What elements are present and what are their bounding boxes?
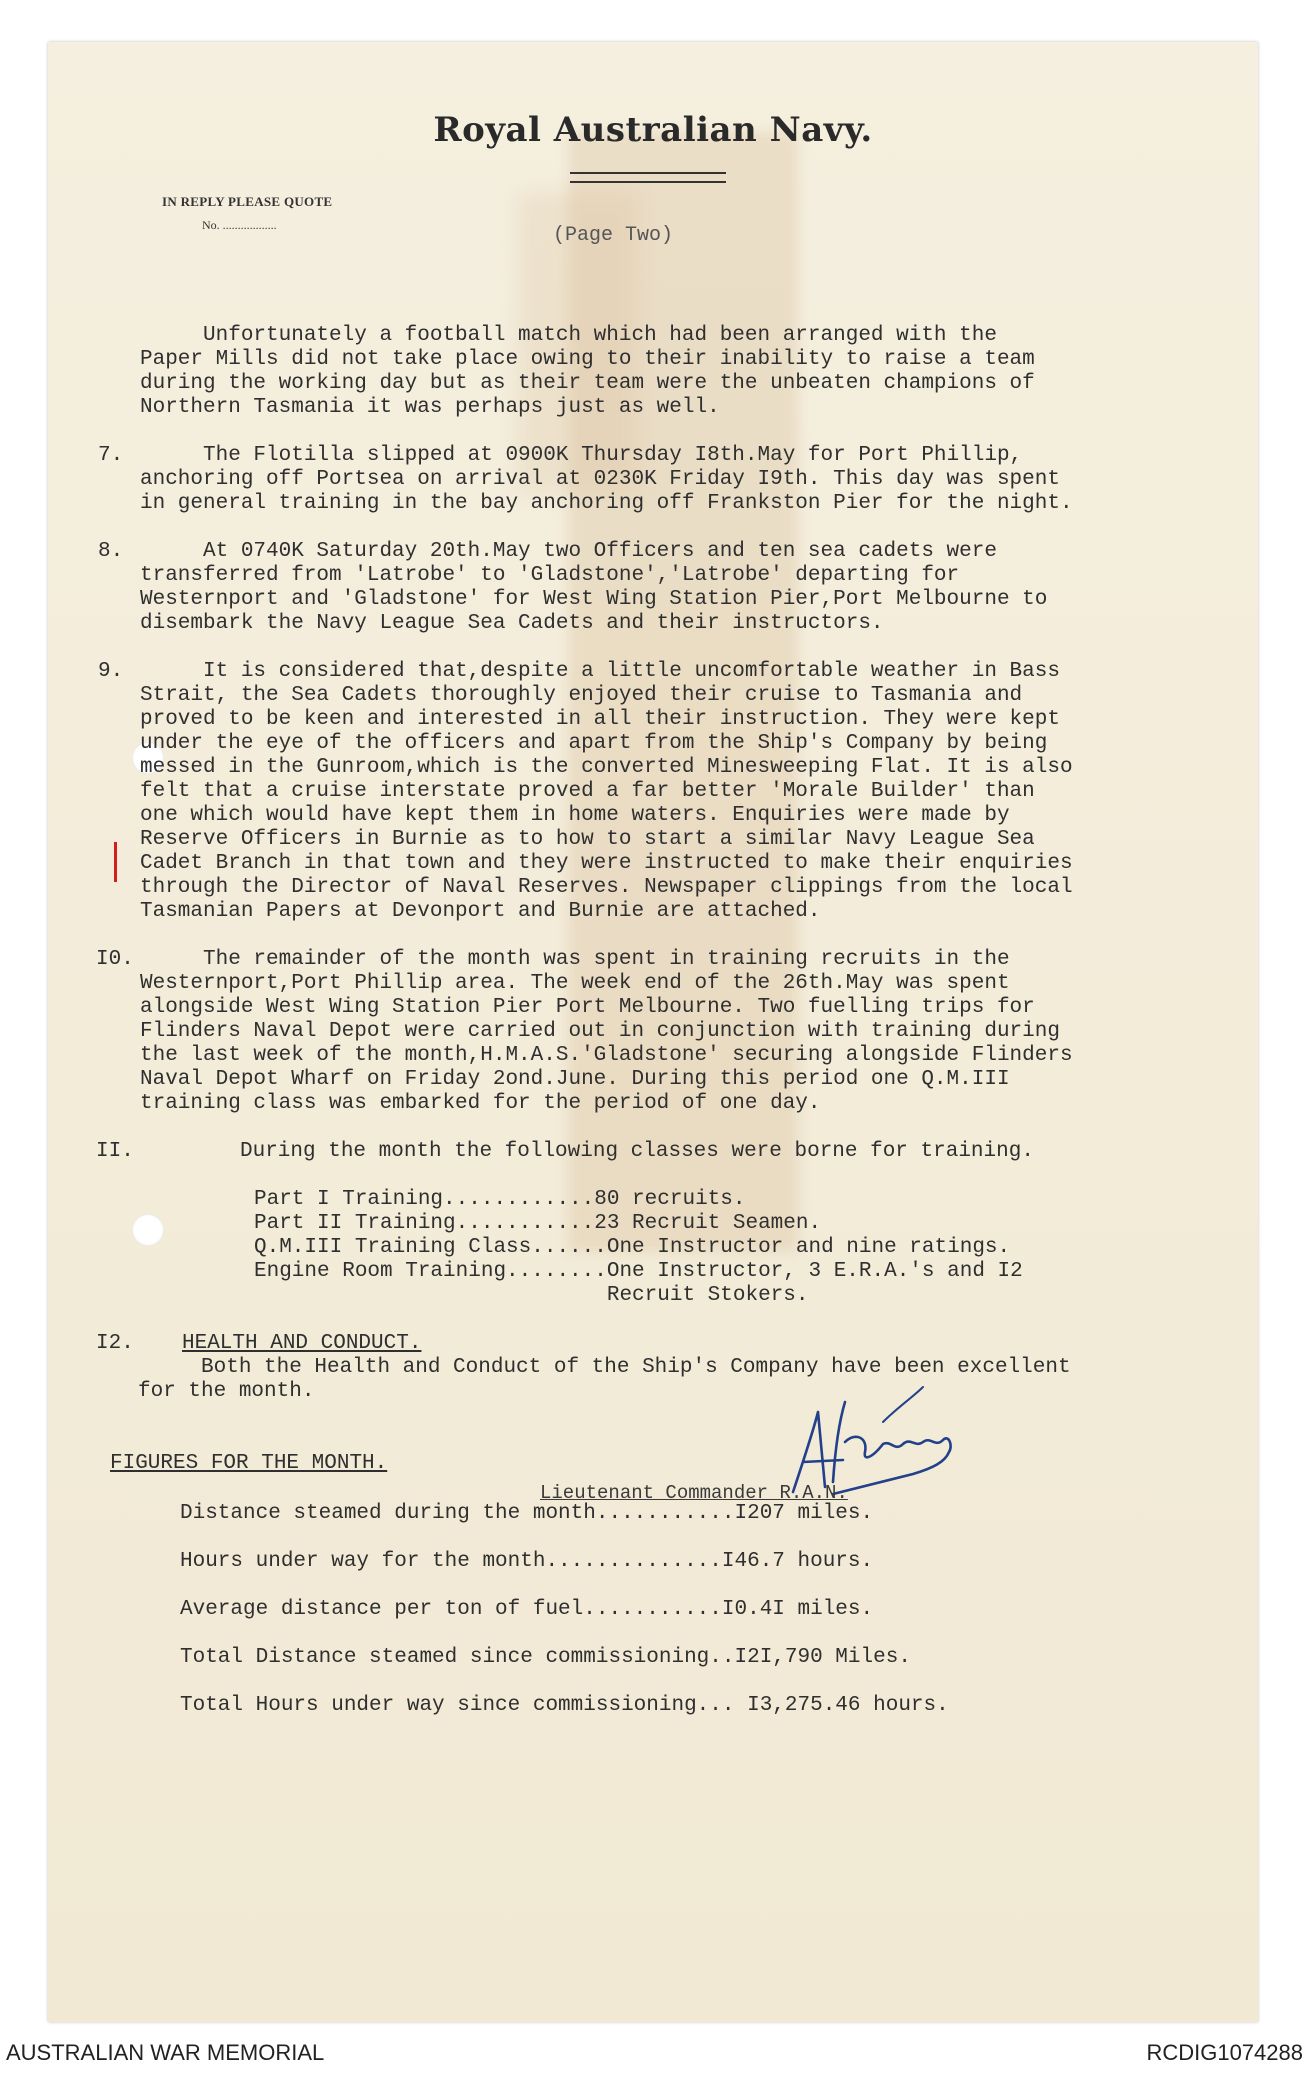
text-line: training class was embarked for the period of one day. bbox=[140, 1092, 821, 1115]
training-row: Recruit Stokers. bbox=[254, 1284, 809, 1307]
training-row: Q.M.III Training Class......One Instructor and nine ratings. bbox=[254, 1236, 1011, 1259]
figures-heading: FIGURES FOR THE MONTH. bbox=[110, 1452, 388, 1475]
document-sheet bbox=[48, 42, 1258, 2022]
reply-quote-label: IN REPLY PLEASE QUOTE bbox=[162, 194, 333, 209]
text-line: Strait, the Sea Cadets thoroughly enjoyed their cruise to Tasmania and bbox=[140, 684, 1023, 707]
figures-row: Total Hours under way since commissioning... I3,275.46 hours. bbox=[180, 1694, 949, 1717]
text-line: for the month. bbox=[138, 1380, 315, 1403]
text-line: transferred from 'Latrobe' to 'Gladstone','Latrobe' departing for bbox=[140, 564, 960, 587]
figures-row: Average distance per ton of fuel...........I0.4I miles. bbox=[180, 1598, 874, 1621]
letterhead-title: Royal Australian Navy. bbox=[433, 110, 873, 150]
text-line: Cadet Branch in that town and they were instructed to make their enquiries bbox=[140, 852, 1073, 875]
health-heading: HEALTH AND CONDUCT. bbox=[182, 1332, 422, 1355]
training-row: Engine Room Training........One Instructor, 3 E.R.A.'s and I2 bbox=[254, 1260, 1023, 1283]
text-line: Westernport and 'Gladstone' for West Wing Station Pier,Port Melbourne to bbox=[140, 588, 1048, 611]
text-line: disembark the Navy League Sea Cadets and their instructors. bbox=[140, 612, 884, 635]
text-line: messed in the Gunroom,which is the converted Minesweeping Flat. It is also bbox=[140, 756, 1073, 779]
text-line: through the Director of Naval Reserves. Newspaper clippings from the local bbox=[140, 876, 1073, 899]
text-line: Reserve Officers in Burnie as to how to start a similar Navy League Sea bbox=[140, 828, 1035, 851]
text-line: It is considered that,despite a little uncomfortable weather in Bass bbox=[140, 660, 1060, 683]
text-line: during the working day but as their team were the unbeaten champions of bbox=[140, 372, 1035, 395]
reference-number-field: No. .................. bbox=[202, 218, 277, 232]
text-line: under the eye of the officers and apart from the Ship's Company by being bbox=[140, 732, 1048, 755]
text-line: At 0740K Saturday 20th.May two Officers and ten sea cadets were bbox=[140, 540, 997, 563]
paragraph-number: 8. bbox=[98, 540, 124, 563]
red-margin-mark bbox=[114, 842, 117, 882]
training-row: Part I Training............80 recruits. bbox=[254, 1188, 746, 1211]
paragraph-number: I0. bbox=[96, 948, 134, 971]
training-row: Part II Training...........23 Recruit Seamen. bbox=[254, 1212, 822, 1235]
training-intro: During the month the following classes were borne for training. bbox=[240, 1140, 1034, 1163]
figures-row: Hours under way for the month..............I46.7 hours. bbox=[180, 1550, 874, 1573]
figures-row: Total Distance steamed since commissioning..I2I,790 Miles. bbox=[180, 1646, 911, 1669]
text-line: Westernport,Port Phillip area. The week end of the 26th.May was spent bbox=[140, 972, 1010, 995]
text-line: alongside West Wing Station Pier Port Melbourne. Two fuelling trips for bbox=[140, 996, 1035, 1019]
paragraph-number: I2. bbox=[96, 1332, 134, 1355]
paragraph-number: 7. bbox=[98, 444, 124, 467]
text-line: felt that a cruise interstate proved a far better 'Morale Builder' than bbox=[140, 780, 1035, 803]
text-line: Paper Mills did not take place owing to their inability to raise a team bbox=[140, 348, 1035, 371]
footer-archive-name: AUSTRALIAN WAR MEMORIAL bbox=[6, 2040, 325, 2065]
text-line: The Flotilla slipped at 0900K Thursday I8th.May for Port Phillip, bbox=[140, 444, 1023, 467]
text-line: in general training in the bay anchoring off Frankston Pier for the night. bbox=[140, 492, 1073, 515]
figures-row: Distance steamed during the month...........I207 miles. bbox=[180, 1502, 874, 1525]
text-line: anchoring off Portsea on arrival at 0230K Friday I9th. This day was spent bbox=[140, 468, 1060, 491]
title-double-rule bbox=[570, 172, 726, 183]
footer-record-id: RCDIG1074288 bbox=[1146, 2040, 1303, 2065]
paragraph-number: II. bbox=[96, 1140, 134, 1163]
paragraph-number: 9. bbox=[98, 660, 124, 683]
text-line: proved to be keen and interested in all their instruction. They were kept bbox=[140, 708, 1060, 731]
text-line: Naval Depot Wharf on Friday 2ond.June. During this period one Q.M.III bbox=[140, 1068, 1010, 1091]
text-line: Northern Tasmania it was perhaps just as well. bbox=[140, 396, 720, 419]
text-line: Unfortunately a football match which had been arranged with the bbox=[140, 324, 997, 347]
text-line: Flinders Naval Depot were carried out in conjunction with training during bbox=[140, 1020, 1060, 1043]
text-line: Both the Health and Conduct of the Ship's Company have been excellent bbox=[138, 1356, 1071, 1379]
punch-hole-bottom bbox=[132, 1214, 164, 1246]
text-line: one which would have kept them in home waters. Enquiries were made by bbox=[140, 804, 1010, 827]
text-line: the last week of the month,H.M.A.S.'Gladstone' securing alongside Flinders bbox=[140, 1044, 1073, 1067]
page-number-label: (Page Two) bbox=[552, 224, 674, 247]
text-line: Tasmanian Papers at Devonport and Burnie are attached. bbox=[140, 900, 821, 923]
text-line: The remainder of the month was spent in training recruits in the bbox=[140, 948, 1010, 971]
signatory-title: Lieutenant Commander R.A.N. bbox=[540, 1482, 848, 1504]
